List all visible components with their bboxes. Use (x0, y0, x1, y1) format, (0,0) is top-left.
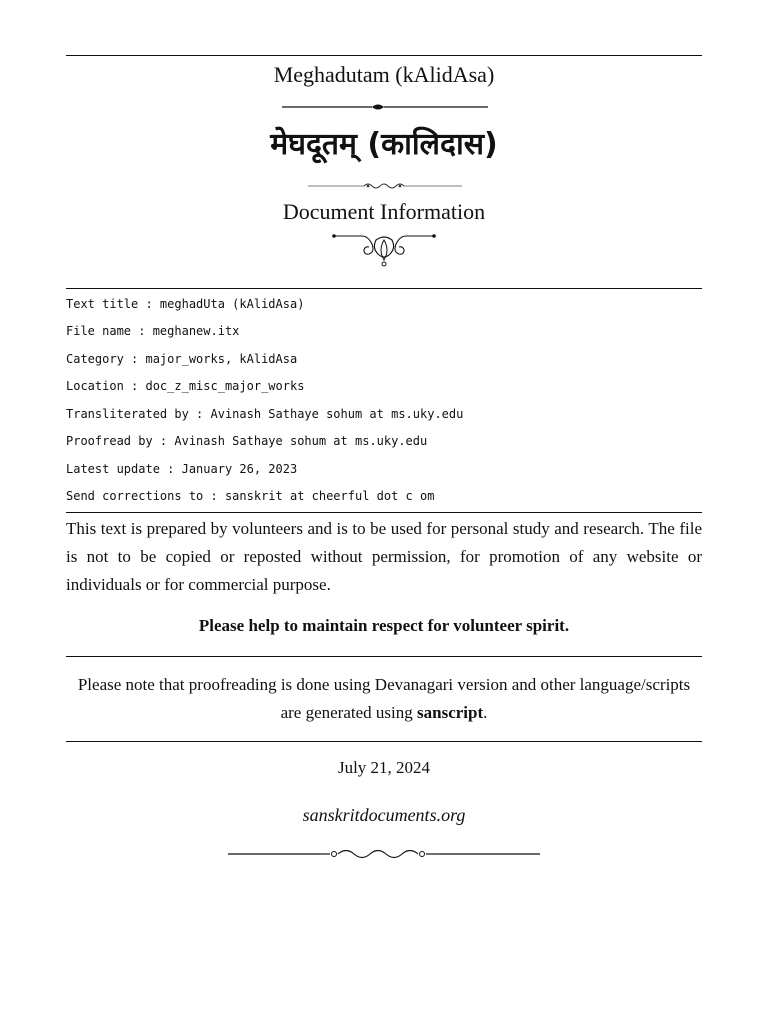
usage-notice-paragraph: This text is prepared by volunteers and is to be used for personal study and research. The file is not to be copied or reposted without permission, for promotion of any website or individuals or for commercial purpose. (66, 519, 702, 594)
page-title: Meghadutam (kAlidAsa) (273, 62, 495, 87)
volunteer-spirit-notice: Please help to maintain respect for volunteer spirit. (198, 616, 570, 635)
metadata-bottom-rule (66, 512, 702, 513)
scroll-ornament-icon (332, 226, 436, 268)
proofreading-note (66, 671, 702, 727)
text-title-line: Text title : meghadUta (kAlidAsa) (66, 297, 305, 311)
section-title: Document Information (282, 199, 486, 224)
proofreading-note-text: Please note that proofreading is done using Devanagari version and other language/scripts are generated using (77, 675, 691, 722)
transliterated-by-line: Transliterated by : Avinash Sathaye sohum at ms.uky.edu (66, 407, 464, 421)
proofread-by-line: Proofread by : Avinash Sathaye sohum at ms.uky.edu (66, 434, 428, 448)
note-bottom-rule (66, 741, 702, 742)
site-name: sanskritdocuments.org (302, 805, 466, 825)
location-line: Location : doc_z_misc_major_works (66, 379, 305, 393)
top-rule (66, 55, 702, 56)
title-divider-ornament-icon (282, 100, 488, 114)
notice-bottom-rule (66, 656, 702, 657)
proofreading-note-end: . (483, 703, 488, 722)
flourish-divider-icon (308, 180, 462, 192)
file-name-line: File name : meghanew.itx (66, 324, 240, 338)
category-line: Category : major_works, kAlidAsa (66, 352, 298, 366)
footer-flourish-icon (228, 846, 540, 862)
sanscript-name: sanscript (417, 703, 484, 722)
send-corrections-line: Send corrections to : sanskrit at cheerful dot c om (66, 489, 435, 503)
metadata-top-rule (66, 288, 702, 289)
document-date: July 21, 2024 (337, 758, 431, 777)
page-title-devanagari: मेघदूतम् (कालिदास) (270, 127, 498, 162)
latest-update-line: Latest update : January 26, 2023 (66, 462, 298, 476)
